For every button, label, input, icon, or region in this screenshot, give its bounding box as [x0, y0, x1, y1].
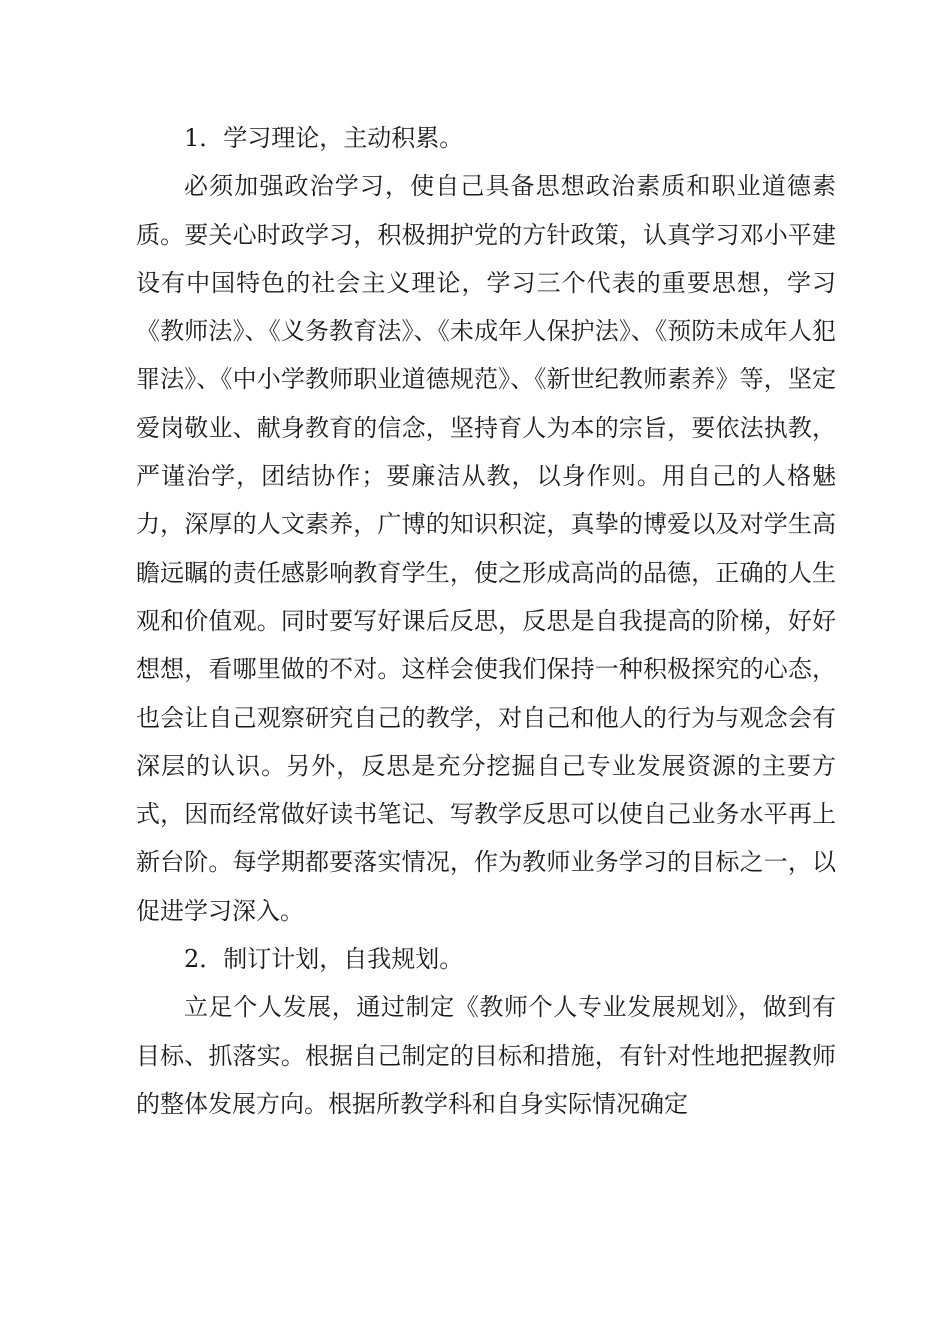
- document-body: [136, 114, 836, 1128]
- heading-make-plan: 2．制订计划，自我规划。: [184, 945, 464, 974]
- paragraph-political-study: 必须加强政治学习，使自己具备思想政治素质和职业道德素质。要关心时政学习，积极拥护党的方针政策，认真学习邓小平建设有中国特色的社会主义理论，学习三个代表的重要思想，学习《教师法》、《义务教育法》、《未成年人保护法》、《预防未成年人犯罪法》、《中小学教师职业道德规范》、《新世纪教师素养》等，坚定爱岗敬业、献身教育的信念，坚持育人为本的宗旨，要依法执教，严谨治学，团结协作；要廉洁从教，以身作则。用自己的人格魅力，深厚的人文素养，广博的知识积淀，真挚的博爱以及对学生高瞻远瞩的责任感影响教育学生，使之形成高尚的品德，正确的人生观和价值观。同时要写好课后反思，反思是自我提高的阶梯，好好想想，看哪里做的不对。这样会使我们保持一种积极探究的心态，也会让自己观察研究自己的教学，对自己和他人的行为与观念会有深层的认识。另外，反思是充分挖掘自己专业发展资源的主要方式，因而经常做好读书笔记、写教学反思可以使自己业务水平再上新台阶。每学期都要落实情况，作为教师业务学习的目标之一，以促进学习深入。: [136, 172, 836, 925]
- paragraph-personal-development: 立足个人发展，通过制定《教师个人专业发展规划》，做到有目标、抓落实。根据自己制定的目标和措施，有针对性地把握教师的整体发展方向。根据所教学科和自身实际情况确定: [136, 993, 836, 1118]
- heading-study-theory: 1．学习理论，主动积累。: [184, 124, 464, 152]
